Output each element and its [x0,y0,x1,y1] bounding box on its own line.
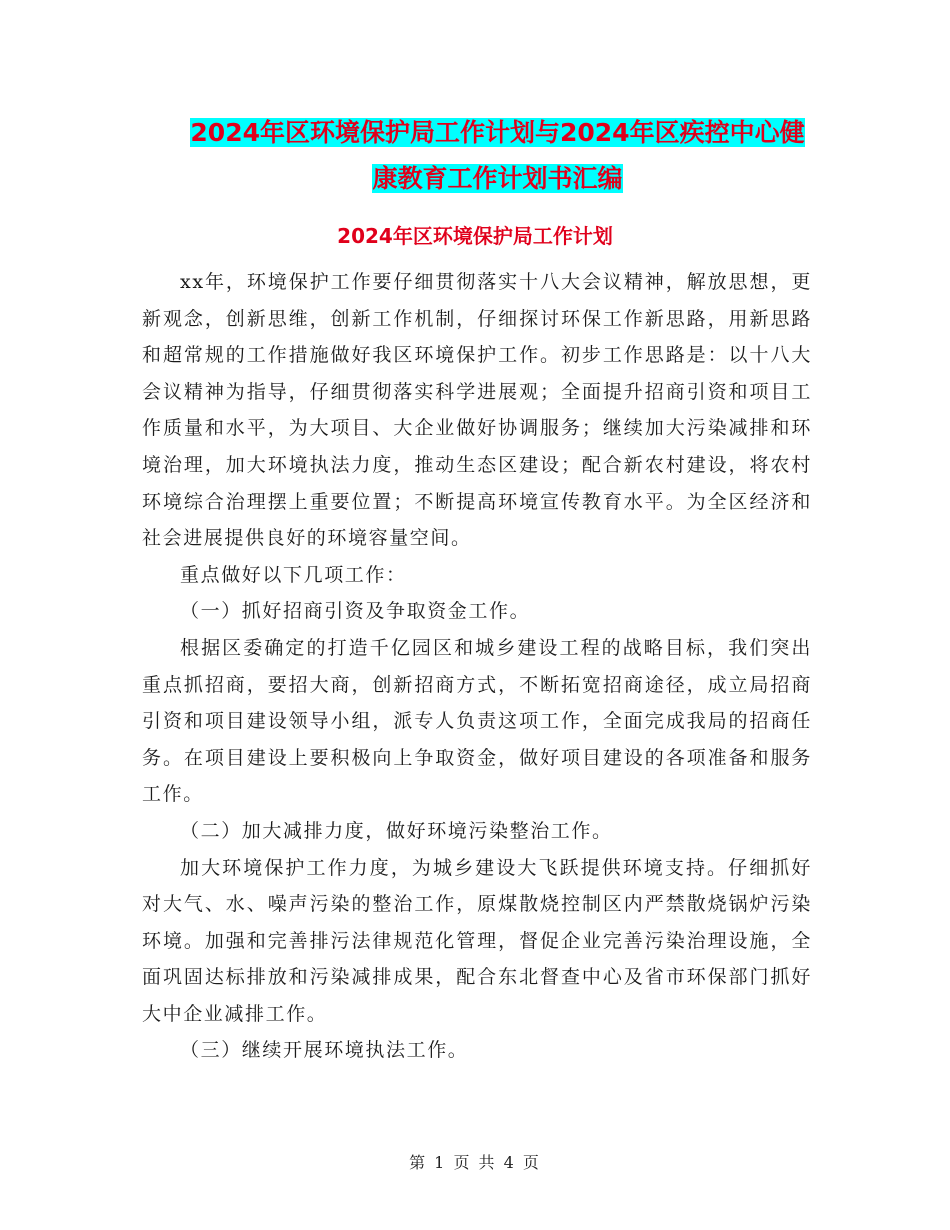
document-main-title [140,110,855,202]
main-title-line-1: 2024年区环境保护局工作计划与2024年区疾控中心健 [190,118,805,147]
heading-item-2: （二）加大减排力度，做好环境污染整治工作。 [180,819,613,842]
section-title: 2024年区环境保护局工作计划 [337,224,613,248]
paragraph-key-tasks: 重点做好以下几项工作： [180,563,407,586]
main-title-line-2: 康教育工作计划书汇编 [372,164,623,193]
page-number-footer: 第 1 页 共 4 页 [409,1153,541,1172]
heading-item-1: （一）抓好招商引资及争取资金工作。 [180,600,531,623]
paragraph-item-1: 根据区委确定的打造千亿园区和城乡建设工程的战略目标，我们突出重点抓招商，要招大商，创新招商方式，不断拓宽招商途径，成立局招商引资和项目建设领导小组，派专人负责这项工作，全面完成我局的招商任务。在项目建设上要积极向上争取资金，做好项目建设的各项准备和服务工作。 [142,636,812,806]
paragraph-intro: xx年，环境保护工作要仔细贯彻落实十八大会议精神，解放思想，更新观念，创新思维，创新工作机制，仔细探讨环保工作新思路，用新思路和超常规的工作措施做好我区环境保护工作。初步工作思路是：以十八大会议精神为指导，仔细贯彻落实科学进展观；全面提升招商引资和项目工作质量和水平，为大项目、大企业做好协调服务；继续加大污染减排和环境治理，加大环境执法力度，推动生态区建设；配合新农村建设，将农村环境综合治理摆上重要位置；不断提高环境宣传教育水平。为全区经济和社会进展提供良好的环境容量空间。 [142,271,812,550]
body-text [142,264,812,1069]
paragraph-item-2: 加大环境保护工作力度，为城乡建设大飞跃提供环境支持。仔细抓好对大气、水、噪声污染的整治工作，原煤散烧控制区内严禁散烧锅炉污染环境。加强和完善排污法律规范化管理，督促企业完善污染治理设施，全面巩固达标排放和污染减排成果，配合东北督查中心及省市环保部门抓好大中企业减排工作。 [142,856,812,1025]
heading-item-3: （三）继续开展环境执法工作。 [180,1039,469,1062]
